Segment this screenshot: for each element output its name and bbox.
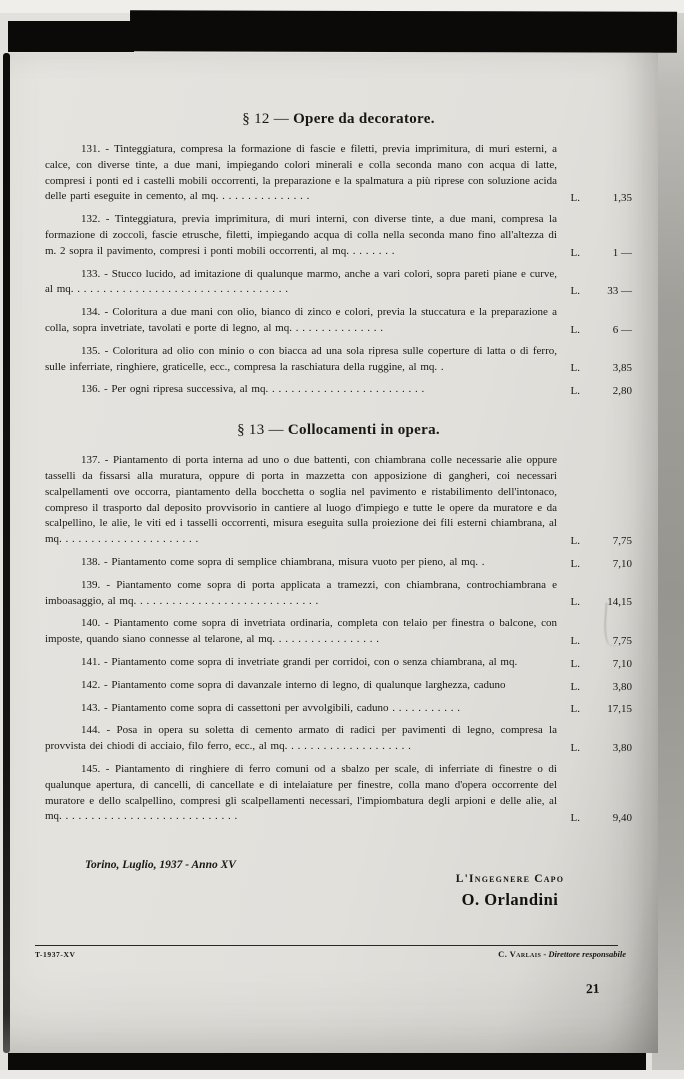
section-heading [45,422,632,439]
price-value: 2,80 [612,385,632,398]
currency-label: L. [570,323,580,336]
price-value: 3,80 [612,680,632,693]
currency-label: L. [570,596,580,609]
currency-label: L. [570,812,580,825]
price-item [45,267,632,299]
scan-black-band-right [130,10,677,52]
price-item [45,305,632,337]
credit-name: C. Varlais [498,949,542,959]
currency-label: L. [570,680,580,693]
item-text: 139. - Piantamento come sopra di porta applicata a tramezzi, con chiambrana, controchiambrana e imboasaggio, al mq. . . . . . . . . . . . . . . . . . . . . . . . . . . . . [45,578,557,607]
price-value: 7,75 [612,534,632,547]
price-value: 3,85 [612,362,632,375]
section-items [45,142,632,398]
price-value: 14,15 [607,596,632,609]
currency-label: L. [570,657,580,670]
place-date: Torino, Luglio, 1937 - Anno XV [85,859,236,871]
price-list [45,111,632,832]
item-text: 142. - Piantamento come sopra di davanzale interno di legno, di qualunque larghezza, caduno [81,678,506,691]
publisher-credit [498,949,626,959]
item-text: 136. - Per ogni ripresa successiva, al mq. . . . . . . . . . . . . . . . . . . . . . . . . [81,383,425,396]
tariff-section [45,111,632,398]
tariff-section [45,422,632,825]
currency-label: L. [570,362,580,375]
book-spine-edge [3,53,10,1053]
price-value: 7,75 [612,634,632,647]
price-item [45,555,632,571]
page-number: 21 [585,980,600,997]
price-item [45,344,632,376]
scan-black-band-bottom [8,1053,646,1070]
section-items [45,453,632,825]
price-item [45,212,632,259]
footer-rule [35,945,618,946]
currency-label: L. [570,634,580,647]
price-value: 7,10 [612,657,632,670]
item-text: 135. - Coloritura ad olio con minio o con biacca ad una sola ripresa sulle coperture di latta o di ferro, sulle inferriate, ringhiere, graticelle, ecc., compresa la raschiatura della ruggine, al mq. . [45,344,557,373]
price-value: 7,10 [612,557,632,570]
price-item [45,616,632,648]
price-value: 1,35 [612,192,632,205]
credit-separator: - [541,949,549,959]
currency-label: L. [570,703,580,716]
section-heading [45,111,632,128]
price-item [45,453,632,548]
credit-role: Direttore responsabile [548,949,626,959]
price-item [45,578,632,610]
price-item [45,382,632,398]
page [8,53,658,1053]
currency-label: L. [570,385,580,398]
pencil-mark [603,603,620,647]
item-text: 141. - Piantamento come sopra di invetriate grandi per corridoi, con o senza chiambrana, al mq. [81,655,518,668]
price-value: 3,80 [612,741,632,754]
scan-black-band-left [8,21,134,52]
price-item [45,655,632,671]
currency-label: L. [570,741,580,754]
item-text: 140. - Piantamento come sopra di invetriata ordinaria, completa con telaio per finestra o balcone, con imposte, quando siano connesse al telarone, al mq. . . . . . . . . . . . . . . . . [45,617,557,646]
price-item [45,723,632,755]
item-text: 145. - Piantamento di ringhiere di ferro comuni od a sbalzo per scale, di inferriate di finestre o di qualunque apertura, di cancelli, di cancellate e di intelaiature per finestre, colla mano d'opera occorrente del muratore e dello scalpellino, compresi gli scalpellamenti necessari, l'impiombatura degli arpioni e delle alie, al mq. . . . . . . . . . . . . . . . . . . . . . . . . . . . [45,762,557,823]
price-value: 6 — [612,323,632,336]
price-item [45,142,632,205]
currency-label: L. [570,246,580,259]
item-text: 132. - Tinteggiatura, previa imprimitura, di muri interni, con diverse tinte, a due mani, compresa la formazione di zoccoli, fascie etrusche, filetti, impiegando acqua di colla nella seconda mano fino all'altezza di m. 2 sopra il pavimento, compresi i ponti mobili occorrenti, al mq. . . . . . . . [45,213,557,257]
currency-label: L. [570,192,580,205]
price-item [45,762,632,825]
price-value: 1 — [612,246,632,259]
currency-label: L. [570,534,580,547]
item-text: 144. - Posa in opera su soletta di cemento armato di radici per pavimenti di legno, compresa la provvista dei chiodi di acciaio, filo ferro, ecc., al mq. . . . . . . . . . . . . . . . . . . . [45,724,557,753]
price-item [45,701,632,717]
price-value: 17,15 [607,703,632,716]
item-text: 137. - Piantamento di porta interna ad uno o due battenti, con chiambrana colle necessarie alie oppure tasselli da fissarsi alla muratura, oppure di porta in mazzetta con apposizione di gangheri, coi necessari scalpellamenti ove occorra, piantamento della bocchetta o soglia nel pavimento e ristabilimento dell'intonaco, compreso il trasporto dal deposito provvisorio in cantiere al luogo d'impiego e tutte le opere da muratore e da scalpellino, le alie, le viti ed i tasselli occorrenti, misura eseguita sulla proiezione dei fili esterni chiambrana, al mq. . . . . . . . . . . . . . . . . . . . . . [45,454,557,546]
signature-role: L'Ingegnere Capo [455,873,565,885]
item-text: 131. - Tinteggiatura, compresa la formazione di fascie e filetti, previa imprimitura, di muri esterni, a calce, con diverse tinte, a due mani, impiegando colori minerali e colla seconda mano con acqua di latte, compresi i ponti ed i castelli mobili occorrenti, la preparazione e la spalmatura a più riprese con soluzione acida delle parti eseguite in cemento, al mq. . . . . . . . . . . . . . . [45,143,557,203]
item-text: 133. - Stucco lucido, ad imitazione di qualunque marmo, anche a vari colori, sopra pareti piane e curve, al mq. . . . . . . . . . . . . . . . . . . . . . . . . . . . . . . . . . [45,267,557,296]
price-item [45,678,632,694]
signature-name: O. Orlandini [461,890,559,909]
section-title: Collocamenti in opera. [287,422,440,439]
item-text: 138. - Piantamento come sopra di semplice chiambrana, misura vuoto per pieno, al mq. . [81,555,485,568]
section-number: § 12 — [242,111,294,127]
currency-label: L. [570,285,580,298]
item-text: 143. - Piantamento come sopra di cassettoni per avvolgibili, caduno . . . . . . . . . . . [81,701,460,714]
price-value: 9,40 [612,812,632,825]
price-value: 33 — [607,285,632,298]
currency-label: L. [570,557,580,570]
print-mark: T-1937-XV [35,950,76,959]
item-text: 134. - Coloritura a due mani con olio, bianco di zinco e colori, previa la stuccatura e la preparazione a colla, sopra invetriate, tavolati e porte di legno, al mq. . . . . . . . . . . . . . . [45,306,557,334]
section-title: Opere da decoratore. [293,111,435,127]
section-number: § 13 — [237,422,288,439]
scan-edge-bottom [0,1070,684,1079]
